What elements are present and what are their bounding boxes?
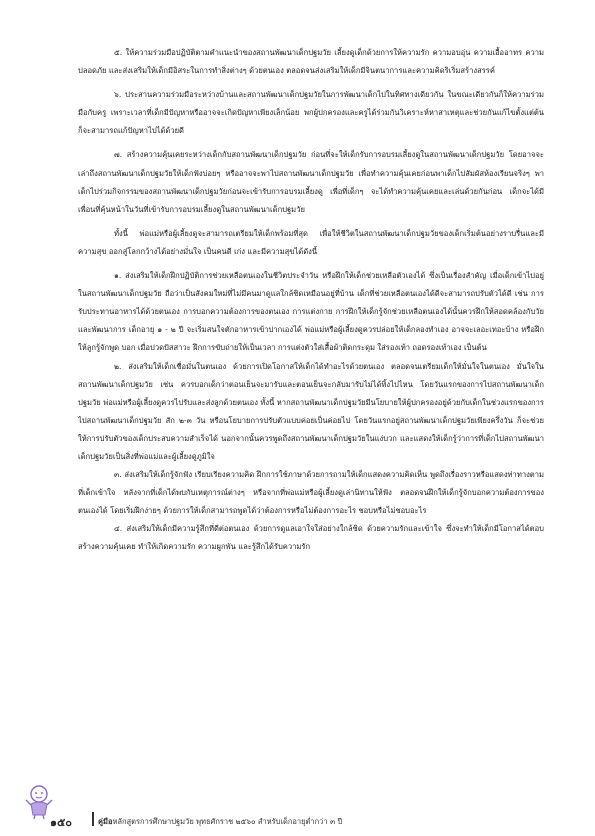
footer-divider bbox=[92, 812, 94, 826]
footer-book-title-text: หลักสูตรการศึกษาปฐมวัย พุทธศักราช ๒๕๖๐ สำหรับเด็กอายุต่ำกว่า ๓ ปี bbox=[112, 817, 343, 826]
paragraph-tip-3: ๓. ส่งเสริมให้เด็กรู้จักฟัง เรียบเรียงความคิด ฝึกการใช้ภาษาด้วยการถามให้เด็กแสดงความคิดเห็น พูดถึงเรื่องราวหรือแสดงท่าทางตามที่เด็กเข้าใจ หลังจากที่เด็กได้พบกับเหตุการณ์ต่างๆ หรือจากที่พ่อแม่หรือผู้เลี้ยงดูเล่านิทานให้ฟัง ตลอดจนฝึกให้เด็กรู้จักบอกความต้องการของตนเองได้ โดยเริ่มฝึกง่ายๆ ด้วยการให้เด็กสามารถพูดได้ว่าต้องการหรือไม่ต้องการอะไร ชอบหรือไม่ชอบอะไร bbox=[78, 470, 544, 516]
paragraph-tip-2: ๒. ส่งเสริมให้เด็กเชื่อมั่นในตนเอง ด้วยการเปิดโอกาสให้เด็กได้ทำอะไรด้วยตนเอง ตลอดจนเตรียมเด็กให้มั่นใจในตนเอง มั่นใจในสถานพัฒนาเด็กปฐมวัย เช่น ควรบอกเด็กว่าตอนเย็นจะมารับและตอนเย็นจะกลับมารับไม่ได้ทิ้งไปไหน โดยวันแรกของการไปสถานพัฒนาเด็กปฐมวัย พ่อแม่หรือผู้เลี้ยงดูควรไปรับและส่งลูกด้วยตนเอง ทั้งนี้ หากสถานพัฒนาเด็กปฐมวัยมีนโยบายให้ผู้ปกครองอยู่ด้วยกับเด็กในช่วงแรกของการไปสถานพัฒนาเด็กปฐมวัย สัก ๒-๓ วัน หรือนโยบายการปรับตัวแบบค่อยเป็นค่อยไป โดยวันแรกอยู่สถานพัฒนาเด็กปฐมวัยเพียงครึ่งวัน ก็จะช่วยให้การปรับตัวของเด็กประสบความสำเร็จได้ นอกจากนั้นควรพูดถึงสถานพัฒนาเด็กปฐมวัยในแง่บวก และแสดงให้เด็กรู้ว่าการที่เด็กไปสถานพัฒนาเด็กปฐมวัยเป็นสิ่งที่พ่อแม่และผู้เลี้ยงดูภูมิใจ bbox=[78, 361, 544, 461]
footer-book-prefix: คู่มือ bbox=[98, 817, 113, 826]
page-footer bbox=[0, 776, 595, 836]
paragraph-item-6: ๖. ประสานความร่วมมือระหว่างบ้านและสถานพัฒนาเด็กปฐมวัยในการพัฒนาเด็กไปในทิศทางเดียวกัน ในขณะเดียวกันก็ให้ความร่วมมือกับครู เพราะเวลาที่เด็กมีปัญหาหรืออาจจะเกิดปัญหาเพียงเล็กน้อย พกผู้ปกครองและครูได้ร่วมกันวิเคราะห์หาสาเหตุและช่วยกันแก้ไขตั้งแต่ต้น ก็จะสามารถแก้ปัญหาไปได้ด้วยดี bbox=[78, 90, 544, 136]
paragraph-item-5: ๕. ให้ความร่วมมือปฏิบัติตามคำแนะนำของสถานพัฒนาเด็กปฐมวัย เลี้ยงดูเด็กด้วยการให้ความรัก ความอบอุ่น ความเอื้ออาทร ความปลอดภัย และส่งเสริมให้เด็กมีอิสระในการทำสิ่งต่างๆ ด้วยตนเอง ตลอดจนส่งเสริมให้เด็กมีจินตนาการและความคิดริเริ่มสร้างสรรค์ bbox=[78, 48, 544, 76]
paragraph-item-7: ๗. สร้างความคุ้นเคยระหว่างเด็กกับสถานพัฒนาเด็กปฐมวัย ก่อนที่จะให้เด็กรับการอบรมเลี้ยงดูในสถานพัฒนาเด็กปฐมวัย โดยอาจจะเล่าถึงสถานพัฒนาเด็กปฐมวัยให้เด็กฟังบ่อยๆ หรืออาจจะพาไปสถานพัฒนาเด็กปฐมวัย เพื่อทำความคุ้นเคยก่อนพาเด็กไปสัมผัสห้องเรียนจริงๆ พาเด็กไปร่วมกิจกรรมของสถานพัฒนาเด็กปฐมวัยก่อนจะเข้ารับการอบรมเลี้ยงดู เพื่อที่เด็กๆ จะได้ทำความคุ้นเคยและเล่นด้วยกันก่อน เด็กจะได้มีเพื่อนที่คุ้นหน้าในวันที่เข้ารับการอบรมเลี้ยงดูในสถานพัฒนาเด็กปฐมวัย bbox=[78, 150, 544, 214]
paragraph-summary: ทั้งนี้ พ่อแม่หรือผู้เลี้ยงดูจะสามารถเตรียมให้เด็กพร้อมที่สุด เพื่อให้ชีวิตในสถานพัฒนาเด็กปฐมวัยของเด็กเริ่มต้นอย่างราบรื่นและมีความสุข ออกสู่โลกกว้างได้อย่างมั่นใจ เป็นคนดี เก่ง และมีความสุขได้ดังนี้ bbox=[78, 228, 544, 256]
body-text bbox=[78, 44, 544, 557]
page-number: ๑๕๐ bbox=[50, 816, 73, 829]
paragraph-tip-4: ๔. ส่งเสริมให้เด็กมีความรู้สึกที่ดีต่อตนเอง ด้วยการดูแลเอาใจใส่อย่างใกล้ชิด ด้วยความรักและเข้าใจ ซึ่งจะทำให้เด็กมีโอกาสได้ตอบ สร้างความคุ้นเคย ทำให้เกิดความรัก ความผูกพัน และรู้สึกได้รับความรัก bbox=[78, 524, 544, 552]
footer-book-title bbox=[98, 816, 342, 828]
paragraph-tip-1: ๑. ส่งเสริมให้เด็กฝึกปฏิบัติการช่วยเหลือตนเองในชีวิตประจำวัน หรือฝึกให้เด็กช่วยเหลือตัวเองได้ ซึ่งเป็นเรื่องสำคัญ เมื่อเด็กเข้าไปอยู่ในสถานพัฒนาเด็กปฐมวัย ถือว่าเป็นสังคมใหม่ที่ไม่มีคนมาดูแลใกล้ชิดเหมือนอยู่ที่บ้าน เด็กที่ช่วยเหลือตนเองได้ดีจะสามารถปรับตัวได้ดี เช่น การรับประทานอาหารได้ด้วยตนเอง การบอกความต้องการของตนเอง การแต่งกาย การฝึกให้เด็กรู้จักช่วยเหลือตนเองได้นั้นควรฝึกให้สอดคล้องกับวัยและพัฒนาการ เด็กอายุ ๑ - ๒ ปี จะเริ่มสนใจตักอาหารเข้าปากเองได้ พ่อแม่หรือผู้เลี้ยงดูควรปล่อยให้เด็กลองทำเอง อาจจะเลอะเทอะบ้าง หรือฝึกให้ลูกรู้จักพูด บอก เมื่อปวดปัสสาวะ ฝึกการขับถ่ายให้เป็นเวลา การแต่งตัวใส่เสื้อผ้าติดกระดุม ใส่รองเท้า ถอดรองเท้าเอง เป็นต้น bbox=[78, 271, 544, 353]
